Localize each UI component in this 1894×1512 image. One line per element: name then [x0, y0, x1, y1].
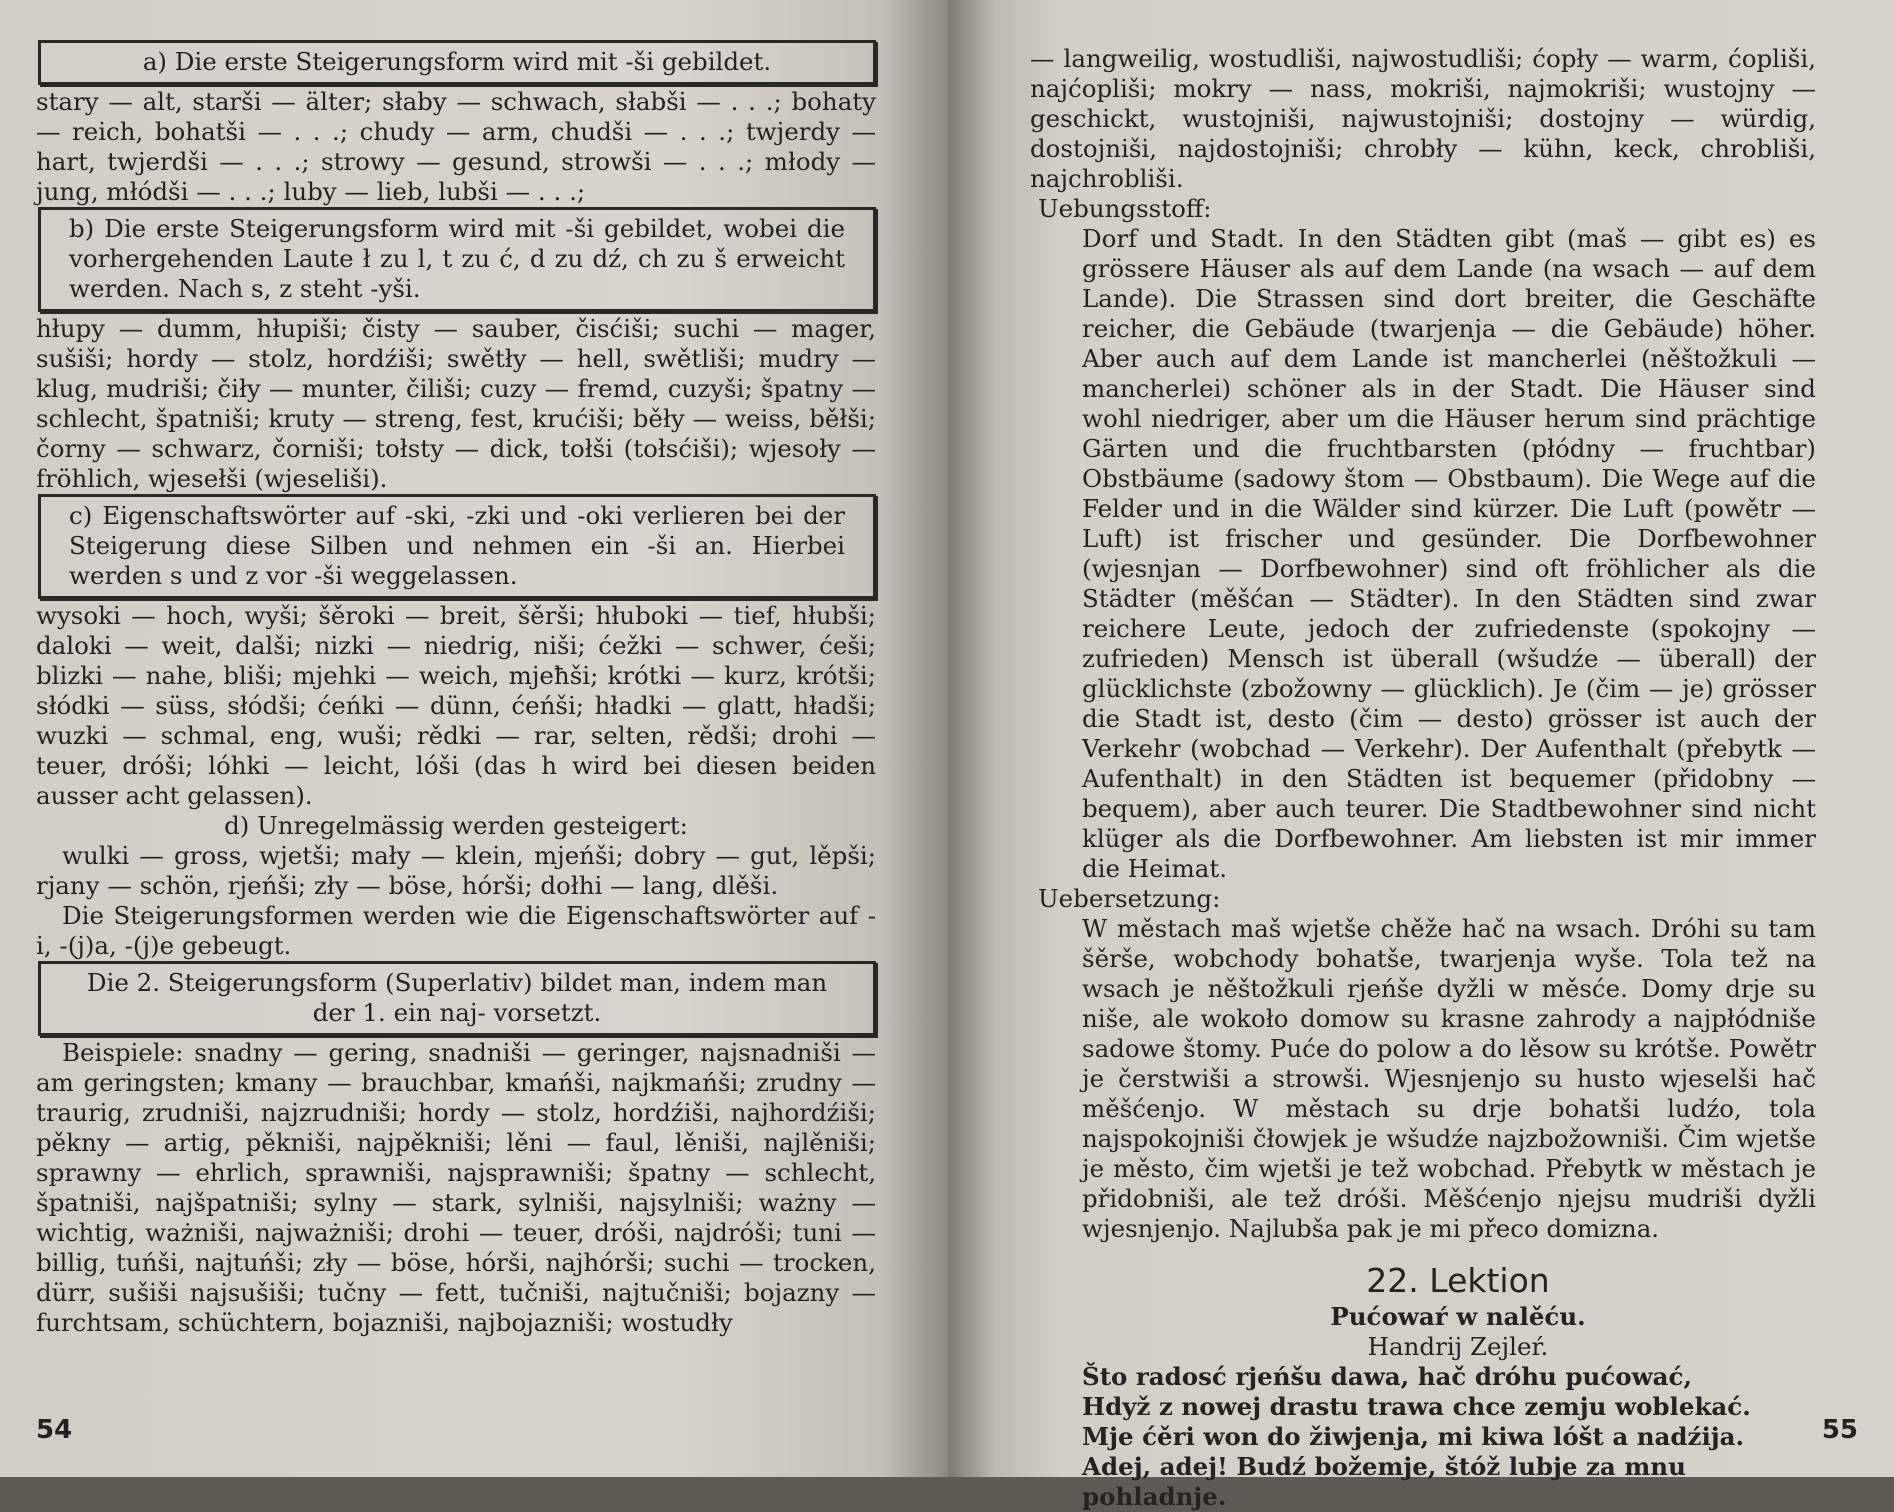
exercise-label: Uebungsstoff: — [1038, 194, 1212, 223]
page-number-left: 54 — [36, 1415, 73, 1445]
poem-title: Pućowaŕ w nalěću. — [1330, 1302, 1586, 1331]
rule-box-a — [38, 40, 876, 85]
poem-line: Hdyž z nowej drastu trawa chce zemju woblekać. — [1082, 1392, 1751, 1421]
right-page — [948, 0, 1894, 1511]
poem-author: Handrij Zejleŕ. — [1367, 1332, 1549, 1361]
poem-line: Adej, adej! Budź božemje, štóž lubje za mnu pohladnje. — [1082, 1452, 1686, 1511]
rule-box-superlative-text: Die 2. Steigerungsform (Superlativ) bildet man, indem man der 1. ein naj- vorsetzt. — [86, 968, 828, 1027]
rule-box-b-text: b) Die erste Steigerungsform wird mit -ši gebildet, wobei die vorhergehenden Laute ł zu l, t zu ć, d zu dź, ch zu š erweicht werden. Nach s, z steht -yši. — [69, 214, 845, 303]
examples-superlative: Beispiele: snadny — gering, snadniši — geringer, najsnadniši — am geringsten; kmany — brauchbar, kmańši, najkmańši; zrudny — traurig, zrudniši, najzrudniši; hordy — stolz, hordźiši, najhordźiši; pěkny — artig, pěkniši, najpěkniši; lěni — faul, lěniši, najlěniši; sprawny — ehrlich, sprawniši, najsprawniši; špatny — schlecht, špatniši, najšpatniši; sylny — stark, sylniši, najsylniši; ważny — wichtig, ważniši, najważniši; drohi — teuer, dróši, najdróši; tuni — billig, tuńši, najtuńši; zły — böse, hórši, najhórši; suchi — trocken, dürr, sušiši najsušiši; tučny — fett, tučniši, najtučniši; bojazny — furchtsam, schüchtern, bojazniši, najbojazniši; wostudły — [36, 1038, 876, 1337]
left-page — [0, 0, 948, 1477]
rule-box-superlative — [38, 961, 876, 1036]
poem-line: Što radosć rjeńšu dawa, hač dróhu pućować, — [1082, 1362, 1692, 1391]
lesson-heading: 22. Lektion — [1366, 1261, 1550, 1300]
declension-note: Die Steigerungsformen werden wie die Eigenschaftswörter auf -i, -(j)a, -(j)e gebeugt. — [36, 901, 876, 960]
examples-c: wysoki — hoch, wyši; šěroki — breit, šěrši; hłuboki — tief, hłubši; daloki — weit, dalši; nizki — niedrig, niši; ćežki — schwer, ćeši; blizki — nahe, bliši; mjehki — weich, mjeħši; krótki — kurz, krótši; słódki — süss, słódši; ćeńki — dünn, ćeńši; hładki — glatt, hładši; wuzki — schmal, eng, wuši; rědki — rar, selten, rědši; drohi — teuer, dróši; lóhki — leicht, lóši (das h wird bei diesen beiden ausser acht gelassen). — [36, 601, 876, 810]
rule-box-a-text: a) Die erste Steigerungsform wird mit -ši gebildet. — [142, 47, 772, 76]
heading-irregular: d) Unregelmässig werden gesteigert: — [224, 811, 688, 840]
exercise-text: Dorf und Stadt. In den Städten gibt (maš — gibt es) es grössere Häuser als auf dem Lande (na wsach — auf dem Lande). Die Strassen sind dort breiter, die Geschäfte reicher, die Gebäude (twarjenja — die Gebäude) höher. Aber auch auf dem Lande ist mancherlei (něštožkuli — mancherlei) schöner als in der Stadt. Die Häuser sind wohl niedriger, aber um die Häuser herum sind prächtige Gärten und die fruchtbarsten (płódny — fruchtbar) Obstbäume (sadowy štom — Obstbaum). Die Wege auf die Felder und in die Wälder sind kürzer. Die Luft (powětr — Luft) ist frischer und gesünder. Die Dorfbewohner (wjesnjan — Dorfbewohner) sind oft fröhlicher als die Städter (měšćan — Städter). In den Städten sind zwar reichere Leute, jedoch der zufriedenste (spokojny — zufrieden) Mensch ist überall (wšudźe — überall) der glücklichste (zbožowny — glücklich). Je (čim — je) grösser die Stadt ist, desto (čim — desto) grösser ist auch der Verkehr (wobchad — Verkehr). Der Aufenthalt (přebytk — Aufenthalt) in den Städten ist bequemer (přidobny — bequem), aber auch teurer. Die Stadtbewohner sind nicht klüger als die Dorfbewohner. Am liebsten ist mir immer die Heimat. — [1082, 224, 1816, 883]
examples-b: hłupy — dumm, hłupiši; čisty — sauber, čisćiši; suchi — mager, sušiši; hordy — stolz, hordźiši; swětły — hell, swětliši; mudry — klug, mudriši; čiły — munter, čiliši; cuzy — fremd, cuzyši; špatny — schlecht, špatniši; kruty — streng, fest, krućiši; běły — weiss, běłši; čorny — schwarz, čorniši; tołsty — dick, tołši (tołsćiši); wjesoły — fröhlich, wjesełši (wjeseliši). — [36, 314, 876, 493]
superlative-continuation: — langweilig, wostudliši, najwostudliši; ćopły — warm, ćopliši, najćopliši; mokry — nass, mokriši, najmokriši; wustojny — geschickt, wustojniši, najwustojniši; dostojny — würdig, dostojniši, najdostojniši; chrobły — kühn, keck, chrobliši, najchrobliši. — [1030, 44, 1816, 193]
left-page-column — [36, 40, 876, 1338]
translation-text: W městach maš wjetše chěže hač na wsach. Dróhi su tam šěrše, wobchody bohatše, twarjenja wyše. Tola tež na wsach je něštožkuli rjeńše dyžli w měsće. Domy drje su niše, ale wokoło domow su krasne zahrody a najpłódniše sadowe štomy. Puće do polow a do lěsow su krótše. Powětr je čerstwiši a strowši. Wjesnjenjo su husto wjeselši hač měšćenjo. W městach su drje bohatši ludźo, tola najspokojniši čłowjek je wšudźe najzbožowniši. Čim wjetše je město, čim wjetši je tež wobchad. Přebytk w městach je přidobniši, ale tež dróši. Měšćenjo njejsu mudriši dyžli wjesnjenjo. Najlubša pak je mi přeco domizna. — [1082, 914, 1816, 1243]
poem-line: Mje ćěri won do žiwjenja, mi kiwa lóšt a nadźija. — [1082, 1422, 1745, 1451]
poem — [1082, 1362, 1816, 1512]
translation-label: Uebersetzung: — [1038, 884, 1221, 913]
rule-box-b — [38, 207, 876, 312]
examples-irregular: wulki — gross, wjetši; mały — klein, mjeńši; dobry — gut, lěpši; rjany — schön, rjeńši; zły — böse, hórši; dołhi — lang, dlěši. — [36, 841, 876, 900]
right-page-column — [1030, 44, 1816, 1512]
page-number-right: 55 — [1821, 1415, 1858, 1445]
examples-a: stary — alt, starši — älter; słaby — schwach, słabši — . . .; bohaty — reich, bohatši — . . .; chudy — arm, chudši — . . .; twjerdy — hart, twjerdši — . . .; strowy — gesund, strowši — . . .; młody — jung, młódši — . . .; luby — lieb, lubši — . . .; — [36, 87, 876, 206]
rule-box-c-text: c) Eigenschaftswörter auf -ski, -zki und -oki verlieren bei der Steigerung diese Silben und nehmen ein -ši an. Hierbei werden s und z vor -ši weggelassen. — [69, 501, 845, 590]
rule-box-c — [38, 494, 876, 599]
